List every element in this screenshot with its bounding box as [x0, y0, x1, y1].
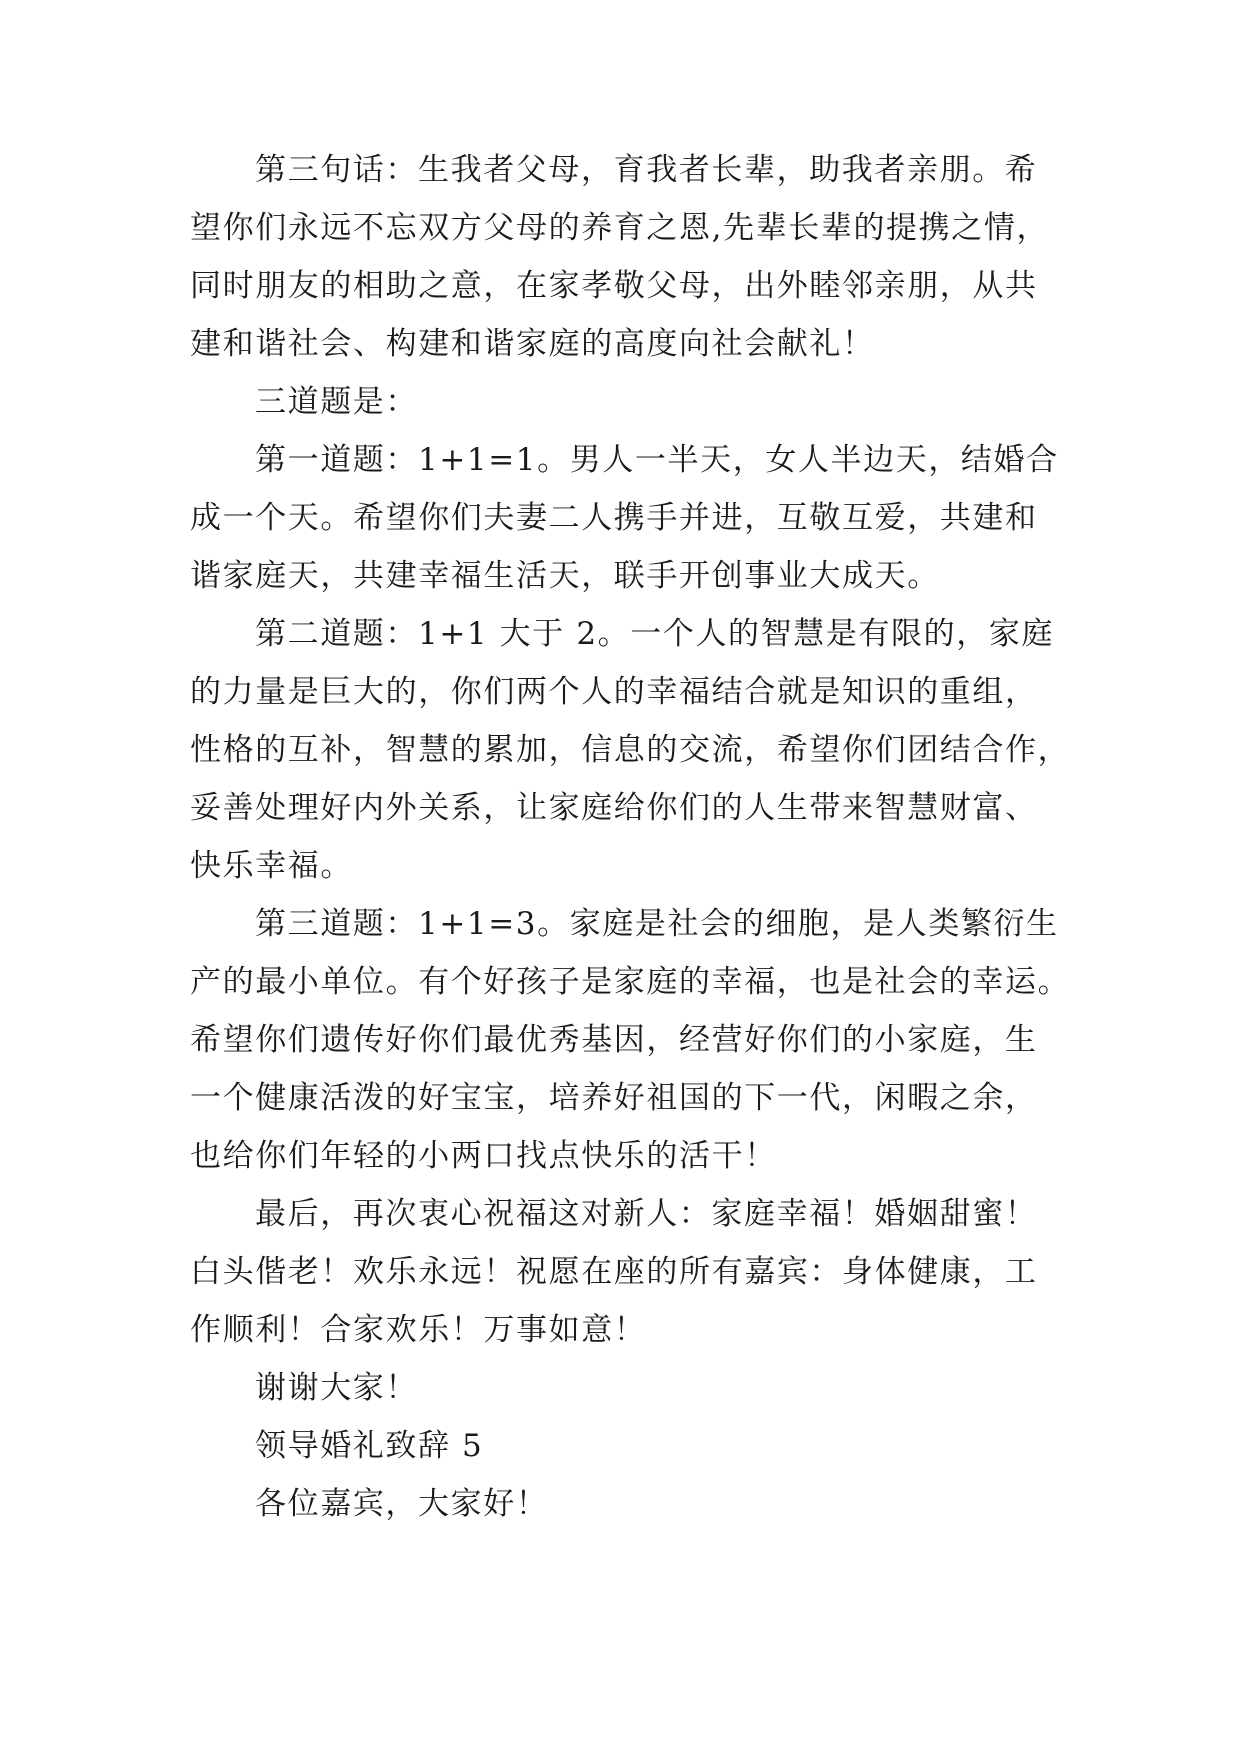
text-line: 希望你们遗传好你们最优秀基因，经营好你们的小家庭，生: [190, 1022, 1038, 1058]
text-line: 性格的互补，智慧的累加，信息的交流，希望你们团结合作，: [190, 732, 1071, 768]
text-line: 三道题是：: [255, 384, 418, 420]
text-line: 作顺利！合家欢乐！万事如意！: [190, 1312, 647, 1348]
text-line: 同时朋友的相助之意，在家孝敬父母，出外睦邻亲朋，从共: [190, 268, 1038, 304]
text-line: 产的最小单位。有个好孩子是家庭的幸福，也是社会的幸运。: [190, 964, 1071, 1000]
text-line: 妥善处理好内外关系，让家庭给你们的人生带来智慧财富、: [190, 790, 1038, 826]
text-line: 建和谐社会、构建和谐家庭的高度向社会献礼！: [190, 326, 875, 362]
text-line: 最后，再次衷心祝福这对新人：家庭幸福！婚姻甜蜜！: [255, 1196, 1038, 1232]
text-line: 谢谢大家！: [255, 1370, 418, 1406]
text-line: 第二道题：1+1 大于 2。一个人的智慧是有限的，家庭: [255, 616, 1055, 652]
text-line: 一个健康活泼的好宝宝，培养好祖国的下一代，闲暇之余，: [190, 1080, 1038, 1116]
text-line: 快乐幸福。: [190, 848, 353, 884]
text-line: 也给你们年轻的小两口找点快乐的活干！: [190, 1138, 777, 1174]
text-line: 谐家庭天，共建幸福生活天，联手开创事业大成天。: [190, 558, 940, 594]
text-line: 成一个天。希望你们夫妻二人携手并进，互敬互爱，共建和: [190, 500, 1038, 536]
text-line: 的力量是巨大的，你们两个人的幸福结合就是知识的重组，: [190, 674, 1038, 710]
text-line: 白头偕老！欢乐永远！祝愿在座的所有嘉宾：身体健康，工: [190, 1254, 1038, 1290]
text-line: 第一道题：1+1=1。男人一半天，女人半边天，结婚合: [255, 442, 1059, 478]
text-line: 第三道题：1+1=3。家庭是社会的细胞，是人类繁衍生: [255, 906, 1059, 942]
section-heading: 领导婚礼致辞 5: [255, 1428, 484, 1464]
text-line: 望你们永远不忘双方父母的养育之恩,先辈长辈的提携之情，: [190, 210, 1050, 246]
text-line: 第三句话：生我者父母，育我者长辈，助我者亲朋。希: [255, 152, 1038, 188]
text-line: 各位嘉宾，大家好！: [255, 1486, 549, 1522]
